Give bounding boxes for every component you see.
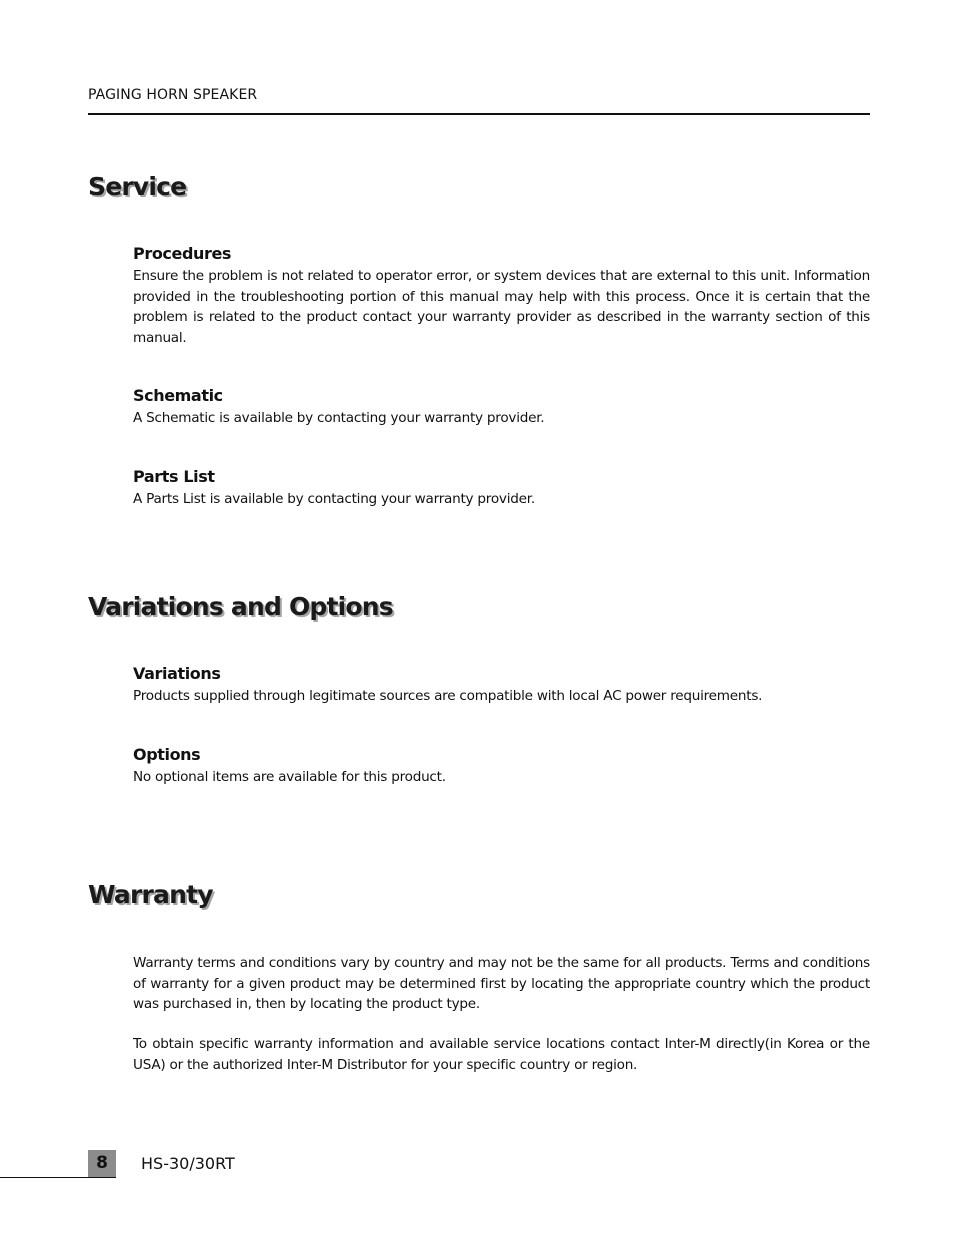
procedures-text: Ensure the problem is not related to operator error, or system devices that are external to this unit. Information provided in the troubleshooting portion of this manual may help with this process. Once it is certain that the problem is related to the product contact your warranty provider as described in the warranty section of this manual. [133,268,870,346]
parts-list-text: A Parts List is available by contacting your warranty provider. [133,491,535,507]
options-text: No optional items are available for this product. [133,769,446,785]
schematic-text: A Schematic is available by contacting your warranty provider. [133,410,545,426]
section-title-service: Service [88,172,187,201]
subheading-variations: Variations [133,664,221,683]
subheading-schematic: Schematic [133,386,223,405]
warranty-paragraph-1: Warranty terms and conditions vary by country and may not be the same for all products. Terms and conditions of warranty for a given product may be determined first by locating the appropriate country which the product was purchased in, then by locating the product type. [133,955,870,1012]
model-name: HS-30/30RT [141,1154,235,1173]
warranty-paragraph-2: To obtain specific warranty information and available service locations contact Inter-M directly(in Korea or the USA) or the authorized Inter-M Distributor for your specific country or region. [133,1036,870,1073]
running-header: PAGING HORN SPEAKER [88,87,258,103]
subheading-parts-list: Parts List [133,467,215,486]
section-title-warranty: Warranty [88,880,213,909]
section-title-variations-and-options: Variations and Options [88,592,393,621]
page-number: 8 [88,1150,116,1177]
header-rule [88,113,870,115]
variations-text: Products supplied through legitimate sources are compatible with local AC power requirements. [133,688,763,704]
footer-rule [0,1177,116,1178]
subheading-options: Options [133,745,201,764]
subheading-procedures: Procedures [133,244,232,263]
